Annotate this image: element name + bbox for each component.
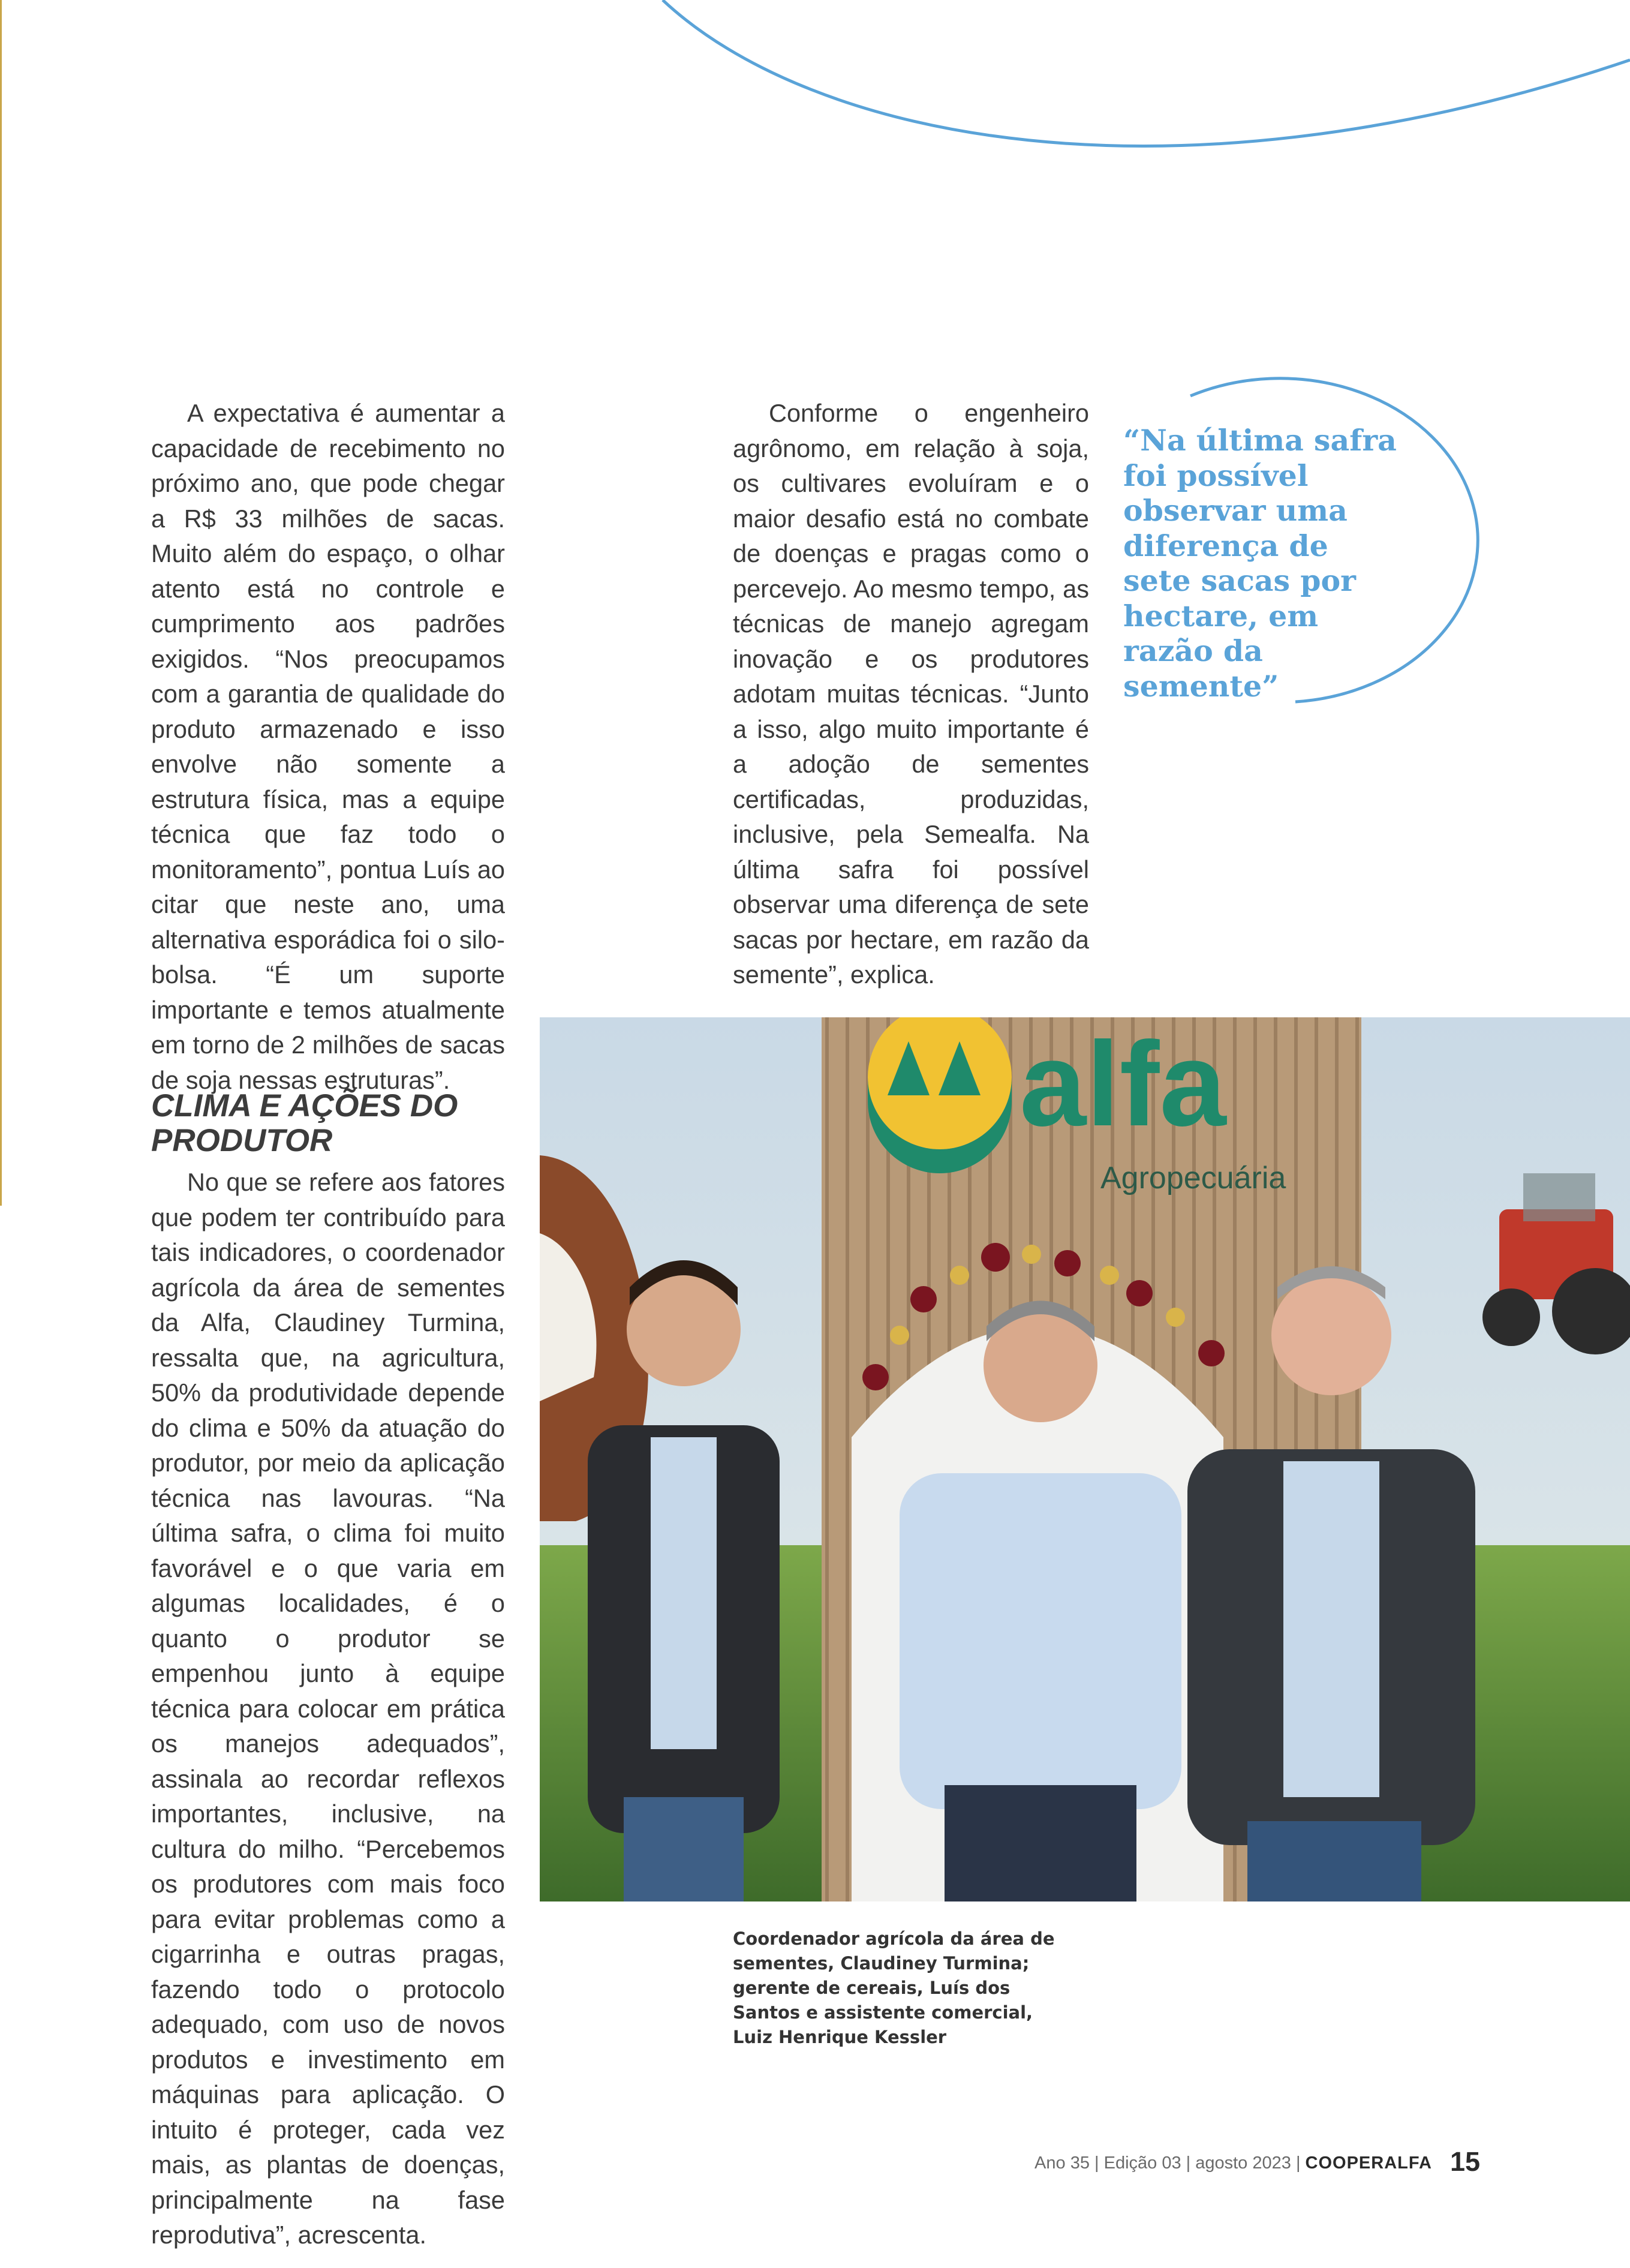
page-number: 15 xyxy=(1449,2146,1480,2177)
article-column-1 xyxy=(151,396,505,1098)
photo-illustration xyxy=(540,1017,1630,1901)
logo-text: alfa xyxy=(1019,1017,1226,1151)
paragraph: A expectativa é aumentar a capacidade de recebimento no próximo ano, que pode chegar a R$ 33 milhões de sacas. Muito além do espaço, o olhar atento está no controle e cumprimento aos padrões exigidos. “Nos preocupamos com a garantia de qualidade do produto armazenado e isso envolve não somente a estrutura física, mas a equipe técnica que faz todo o monitoramento”, pontua Luís ao citar que neste ano, uma alternativa esporádica foi o silo-bolsa. “É um suporte importante e temos atualmente em torno de 2 milhões de sacas de soja nessas estruturas”. xyxy=(151,399,505,1094)
page-footer xyxy=(1034,2146,1480,2177)
paragraph: No que se refere aos fatores que podem ter contribuído para tais indicadores, o coordenador agrícola da área de sementes da Alfa, Claudiney Turmina, ressalta que, na agricultura, 50% da produtividade depende do clima e 50% da atuação do produtor, por meio da aplicação técnica nas lavouras. “Na última safra, o clima foi muito favorável e o que varia em algumas localidades, é o quanto o produtor se empenhou junto à equipe técnica para colocar em prática os manejos adequados”, assinala ao recordar reflexos importantes, inclusive, na cultura do milho. “Percebemos os produtores com mais foco para evitar problemas como a cigarrinha e outras pragas, fazendo todo o protocolo adequado, com uso de novos produtos e investimento em máquinas para aplicação. O intuito é proteger, cada vez mais, as plantas de doenças, principalmente na fase reprodutiva”, acrescenta. xyxy=(151,1168,505,2249)
paragraph: Conforme o engenheiro agrônomo, em relação à soja, os cultivares evoluíram e o maior desafio está no combate de doenças e pragas como o percevejo. Ao mesmo tempo, as técnicas de manejo agregam inovação e os produtores adotam muitas técnicas. “Junto a isso, algo muito importante é a adoção de sementes certificadas, produzidas, inclusive, pela Semealfa. Na última safra foi possível observar uma diferença de sete sacas por hectare, em razão da semente”, explica. xyxy=(733,399,1089,989)
issue-info: Ano 35 | Edição 03 | agosto 2023 | xyxy=(1034,2153,1306,2173)
article-photo xyxy=(540,1017,1630,1901)
photo-caption: Coordenador agrícola da área de sementes, Claudiney Turmina; gerente de cereais, Luís dos Santos e assistente comercial, Luiz Henrique Kessler xyxy=(733,1928,1055,2047)
article-column-1-continued xyxy=(151,1165,505,2253)
magazine-brand: COOPERALFA xyxy=(1305,2153,1432,2173)
article-column-2 xyxy=(733,396,1089,993)
pull-quote: “Na última safra foi possível observar uma diferença de sete sacas por hectare, em razão da semente” xyxy=(1123,423,1397,704)
section-heading: CLIMA E AÇÕES DO PRODUTOR xyxy=(151,1088,458,1158)
logo-subtext: Agropecuária xyxy=(1100,1161,1286,1195)
